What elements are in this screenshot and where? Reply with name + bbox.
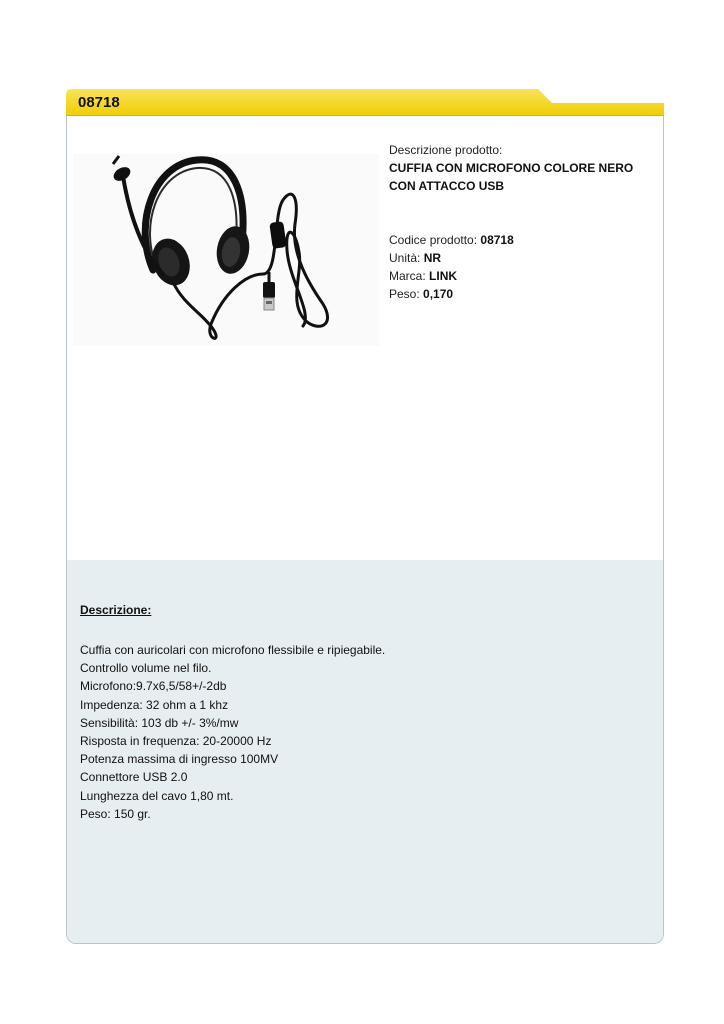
- description-line: Peso: 150 gr.: [80, 806, 151, 821]
- description-line: Lunghezza del cavo 1,80 mt.: [80, 788, 234, 803]
- headset-illustration: [73, 154, 379, 346]
- field-marca: [389, 267, 649, 285]
- header-tab-shape: [66, 89, 664, 117]
- description-line: Cuffia con auricolari con microfono flessibile e ripiegabile.: [80, 643, 386, 657]
- field-marca-value: LINK: [429, 269, 458, 283]
- product-card: [66, 116, 664, 944]
- product-code-title: 08718: [78, 94, 120, 111]
- field-unita: [389, 249, 649, 267]
- field-peso: [389, 285, 649, 303]
- description-line: Sensibilità: 103 db +/- 3%/mw: [80, 715, 239, 730]
- product-image: [73, 154, 379, 346]
- description-heading: Descrizione:: [80, 603, 152, 617]
- description-label: Descrizione prodotto:: [389, 143, 503, 157]
- description-value: CUFFIA CON MICROFONO COLORE NERO CON ATTACCO USB: [389, 161, 634, 193]
- description-line: Potenza massima di ingresso 100MV: [80, 752, 279, 767]
- field-marca-label: Marca:: [389, 269, 426, 283]
- field-unita-value: NR: [423, 251, 442, 265]
- field-peso-label: Peso:: [389, 287, 420, 301]
- field-codice-value: 08718: [480, 233, 514, 247]
- product-header-tab: [66, 89, 664, 117]
- description-lines: [80, 641, 385, 823]
- description-line: Microfono:9.7x6,5/58+/-2db: [80, 679, 227, 694]
- description-line: Controllo volume nel filo.: [80, 661, 212, 676]
- field-unita-label: Unità:: [389, 251, 421, 265]
- product-summary: [67, 116, 663, 560]
- description-line: Risposta in frequenza: 20-20000 Hz: [80, 734, 272, 749]
- description-panel: [67, 560, 663, 943]
- description-line: Impedenza: 32 ohm a 1 khz: [80, 697, 229, 712]
- description-line: Connettore USB 2.0: [80, 770, 188, 785]
- product-info: [389, 141, 649, 303]
- field-codice-label: Codice prodotto:: [389, 233, 478, 247]
- field-codice: [389, 231, 649, 249]
- field-peso-value: 0,170: [423, 287, 454, 301]
